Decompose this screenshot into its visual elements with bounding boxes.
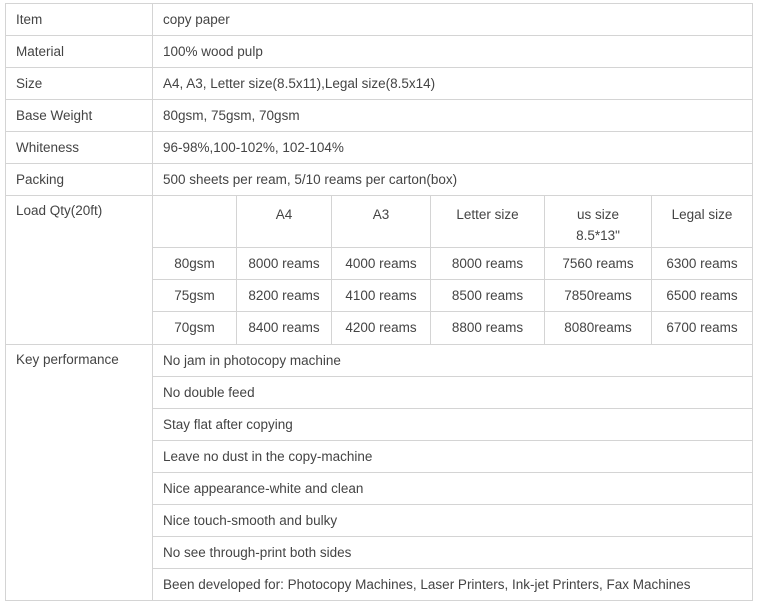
key-performance-item: No jam in photocopy machine	[153, 344, 753, 376]
col-header-a3: A3	[332, 196, 431, 248]
row-label: Base Weight	[6, 100, 153, 132]
qty-cell: 6700 reams	[652, 312, 753, 344]
key-performance-item: Nice touch-smooth and bulky	[153, 504, 753, 536]
qty-cell: 8000 reams	[431, 248, 545, 280]
col-header-legal: Legal size	[652, 196, 753, 248]
key-performance-item: Stay flat after copying	[153, 408, 753, 440]
row-label: Size	[6, 68, 153, 100]
key-performance-item: No see through-print both sides	[153, 536, 753, 568]
row-whiteness	[6, 132, 753, 164]
row-value: 100% wood pulp	[153, 36, 753, 68]
row-size	[6, 68, 753, 100]
qty-cell: 8200 reams	[237, 280, 332, 312]
qty-cell: 6500 reams	[652, 280, 753, 312]
row-base-weight	[6, 100, 753, 132]
col-header-us-size	[545, 196, 652, 248]
row-value: A4, A3, Letter size(8.5x11),Legal size(8.5x14)	[153, 68, 753, 100]
col-header-us-size-label: us size	[576, 207, 620, 223]
key-performance-item: Leave no dust in the copy-machine	[153, 440, 753, 472]
key-performance-item: Been developed for: Photocopy Machines, Laser Printers, Ink-jet Printers, Fax Machines	[153, 568, 753, 600]
spec-table	[5, 3, 753, 601]
row-material	[6, 36, 753, 68]
row-value: 500 sheets per ream, 5/10 reams per carton(box)	[153, 164, 753, 196]
row-label: Packing	[6, 164, 153, 196]
key-performance-item: No double feed	[153, 376, 753, 408]
qty-cell: 8800 reams	[431, 312, 545, 344]
row-value: copy paper	[153, 4, 753, 36]
key-performance-label: Key performance	[6, 344, 153, 601]
qty-cell: 8500 reams	[431, 280, 545, 312]
row-value: 96-98%,100-102%, 102-104%	[153, 132, 753, 164]
row-value: 80gsm, 75gsm, 70gsm	[153, 100, 753, 132]
qty-cell: 7850reams	[545, 280, 652, 312]
qty-cell: 4100 reams	[332, 280, 431, 312]
qty-cell: 8080reams	[545, 312, 652, 344]
load-qty-header-row	[6, 196, 753, 248]
row-label: Material	[6, 36, 153, 68]
qty-cell: 4000 reams	[332, 248, 431, 280]
load-qty-corner	[153, 196, 237, 248]
row-label: Item	[6, 4, 153, 36]
weight-label: 80gsm	[153, 248, 237, 280]
qty-cell: 8400 reams	[237, 312, 332, 344]
col-header-a4: A4	[237, 196, 332, 248]
qty-cell: 7560 reams	[545, 248, 652, 280]
load-qty-label: Load Qty(20ft)	[6, 196, 153, 344]
weight-label: 70gsm	[153, 312, 237, 344]
weight-label: 75gsm	[153, 280, 237, 312]
col-header-us-size-sub: 8.5*13"	[576, 228, 620, 244]
row-label: Whiteness	[6, 132, 153, 164]
qty-cell: 8000 reams	[237, 248, 332, 280]
row-packing	[6, 164, 753, 196]
key-performance-row	[6, 344, 753, 376]
row-item	[6, 4, 753, 36]
qty-cell: 6300 reams	[652, 248, 753, 280]
col-header-letter: Letter size	[431, 196, 545, 248]
key-performance-item: Nice appearance-white and clean	[153, 472, 753, 504]
qty-cell: 4200 reams	[332, 312, 431, 344]
